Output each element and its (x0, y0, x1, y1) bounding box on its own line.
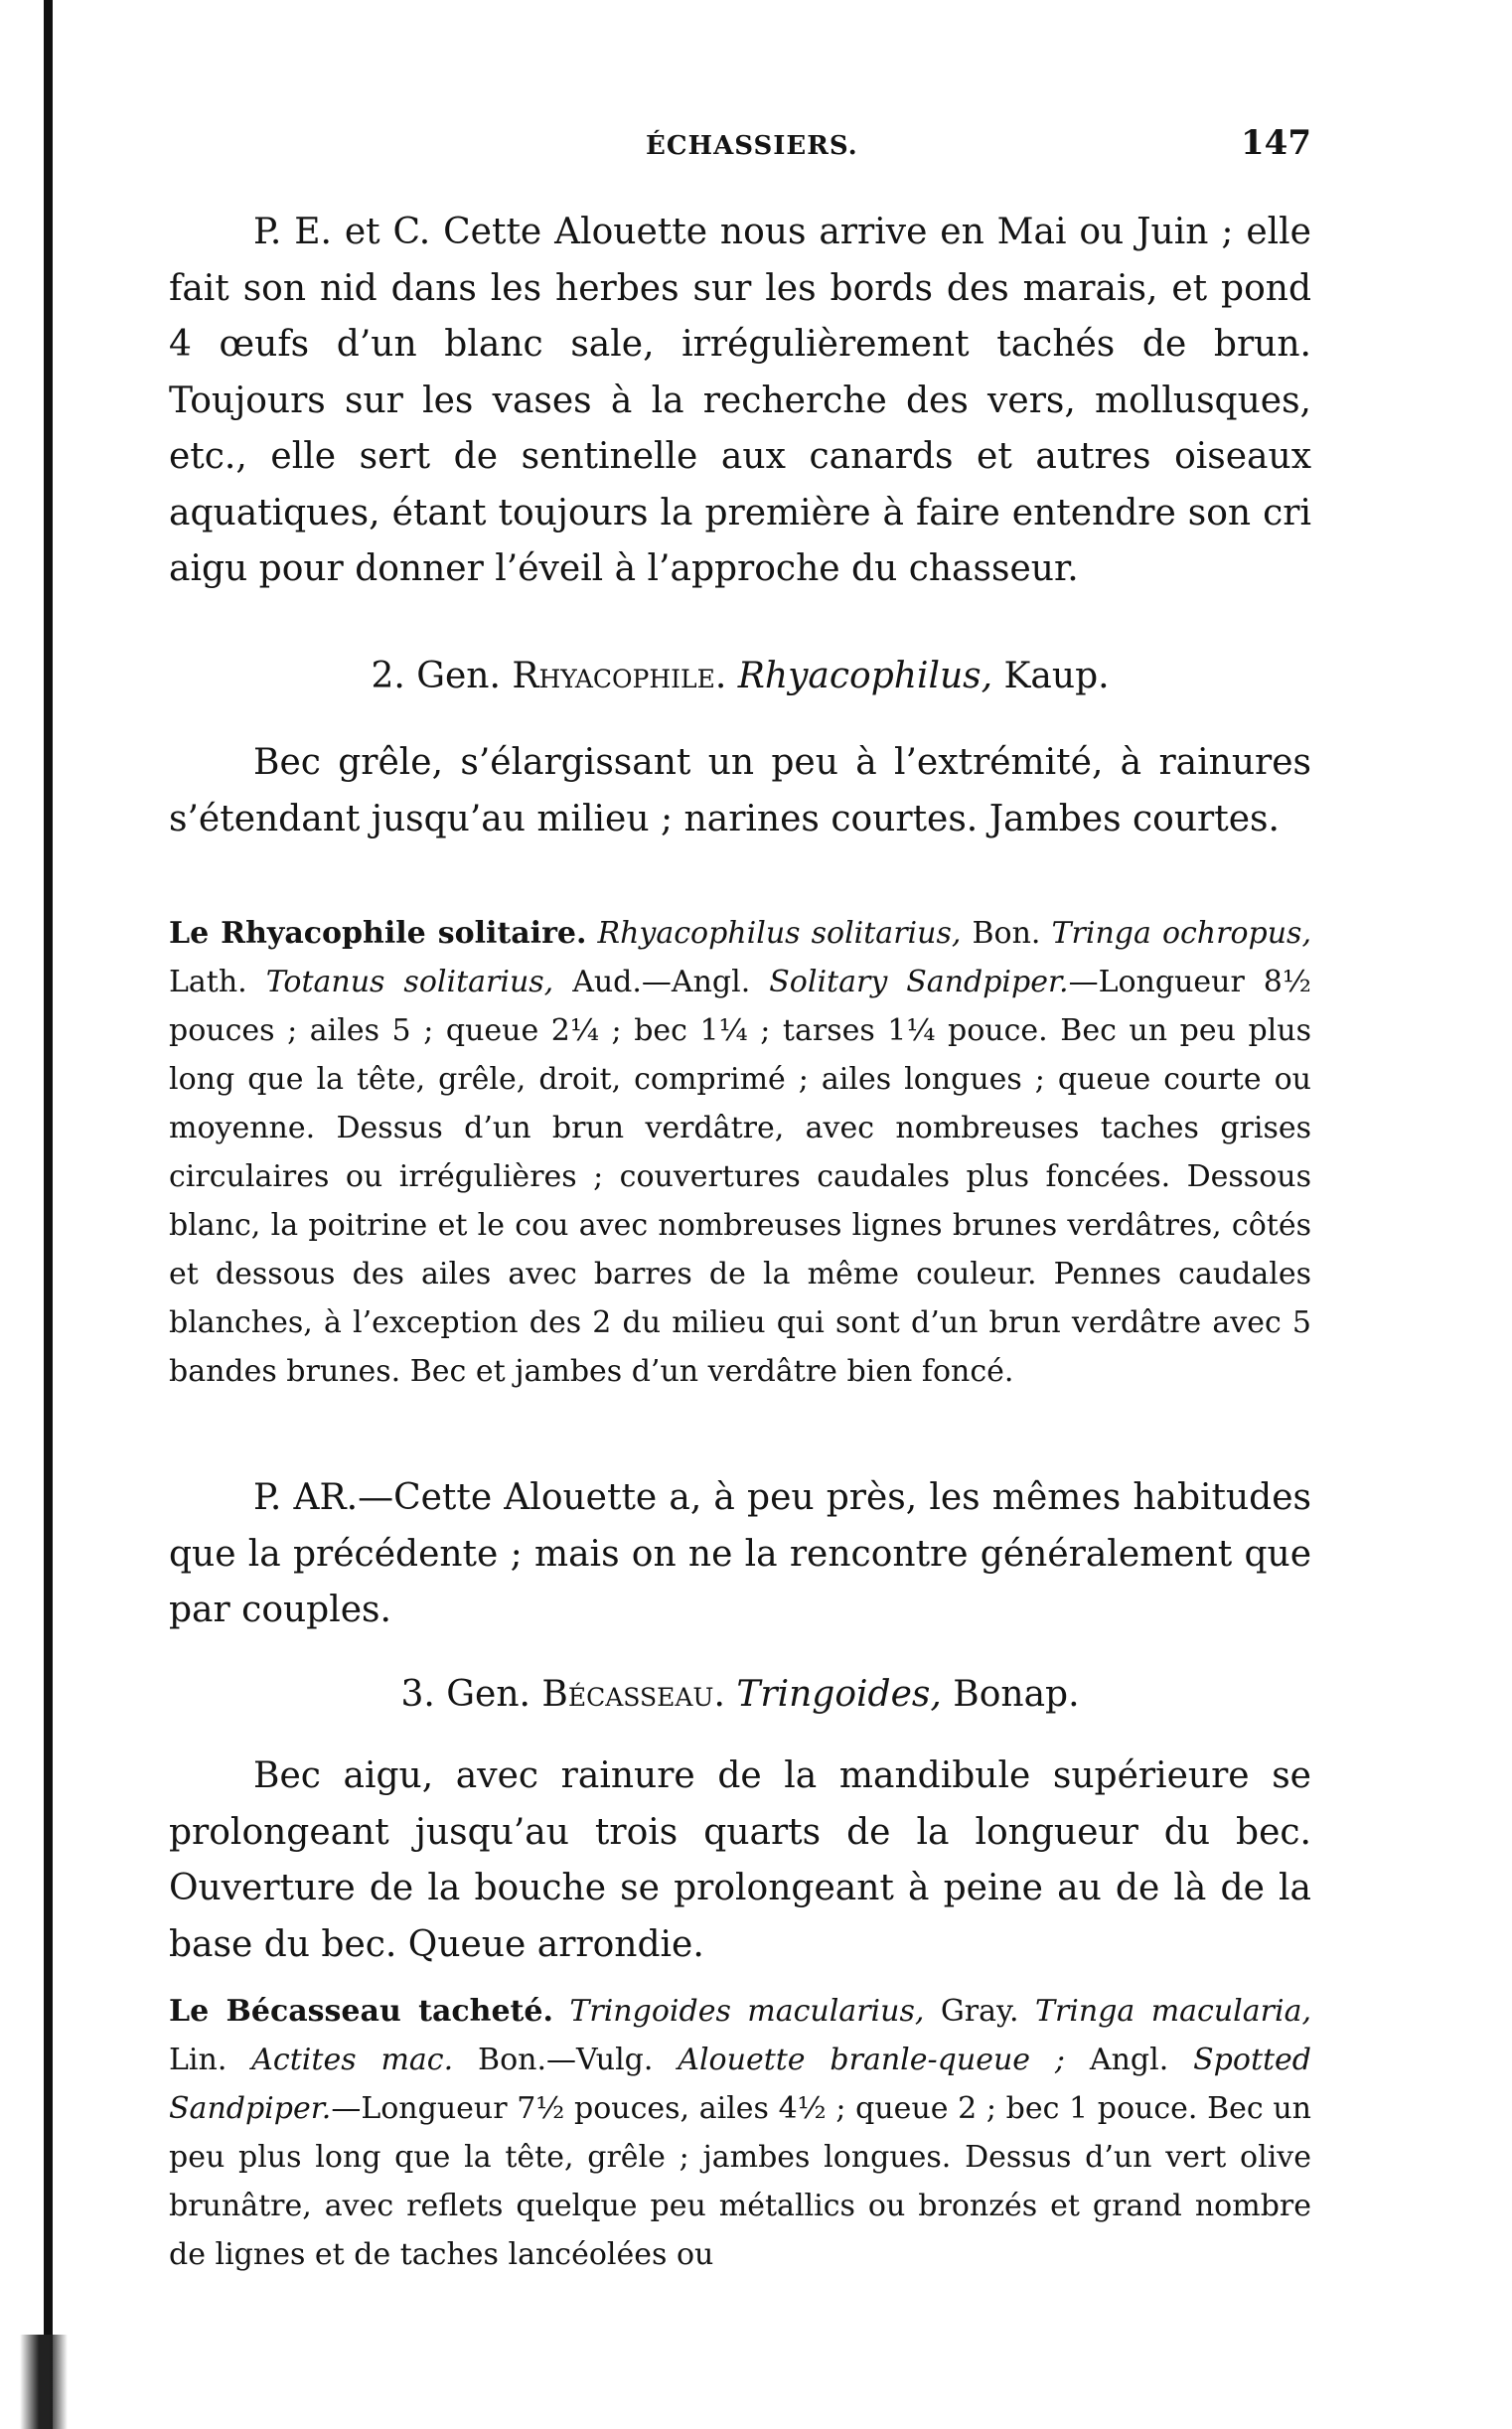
species-common-name: Alouette branle-queue ; (678, 2043, 1066, 2077)
habits-paragraph: P. E. et C. Cette Alouette nous arrive en Mai ou Juin ; elle fait son nid dans les herbes sur les bords des marais, et pond 4 œufs d’un blanc sale, irrégulièrement tachés de brun. Toujours sur les vases à la recherche des vers, mollusques, etc., elle sert de sentinelle aux canards et autres oiseaux aquatiques, étant toujours la première à faire entendre son cri aigu pour donner l’éveil à l’approche du chasseur. (169, 212, 1311, 589)
genus-number: 3. Gen. (400, 1674, 530, 1715)
page-header (169, 123, 1311, 171)
genus-name: Bécasseau. (541, 1674, 725, 1715)
habits-paragraph-ar: P. AR.—Cette Alouette a, à peu près, les mêmes habitudes que la précédente ; mais on ne la rencontre généralement que par couples. (169, 1477, 1311, 1630)
species-synonym: Totanus solitarius, (265, 965, 554, 999)
species-name: Le Bécasseau tacheté. (169, 1994, 553, 2029)
genus-heading-becasseau (169, 1674, 1311, 1715)
species-authority: Angl. (1089, 2043, 1169, 2077)
genus-latin: Tringoides, (736, 1674, 942, 1715)
species-authority: Gray. (940, 1994, 1019, 2029)
species-entry-becasseau-tachete (169, 1987, 1311, 2279)
genus-author: Bonap. (953, 1674, 1080, 1715)
page-number: 147 (1241, 123, 1311, 163)
species-authority: Bon.—Vulg. (478, 2043, 654, 2077)
species-name: Le Rhyacophile solitaire. (169, 916, 587, 951)
species-entry-rhyacophile-solitaire (169, 909, 1311, 1396)
species-synonym: Tringa macularia, (1034, 1994, 1311, 2029)
species-authority: Lin. (169, 2043, 227, 2077)
genus-name: Rhyacophile. (512, 656, 727, 696)
species-authority: Bon. (972, 916, 1041, 951)
genus-description-rhyacophile: Bec grêle, s’élargissant un peu à l’extrémité, à rainures s’étendant jusqu’au milieu ; narines courtes. Jambes courtes. (169, 742, 1311, 839)
binding-edge (44, 0, 53, 2429)
genus-heading-rhyacophile (169, 656, 1311, 696)
species-description: —Longueur 7½ pouces, ailes 4½ ; queue 2 ; bec 1 pouce. Bec un peu plus long que la tête, grêle ; jambes longues. Dessus d’un vert olive brunâtre, avec reflets quelque peu métallics ou bronzés et grand nombre de lignes et de taches lancéolées ou (169, 2091, 1311, 2272)
running-head: ÉCHASSIERS. (646, 131, 858, 161)
species-synonym: Actites mac. (251, 2043, 454, 2077)
species-authority: Lath. (169, 965, 247, 999)
species-synonym: Tringoides macularius, (569, 1994, 925, 2029)
species-english-name: Spotted Sandpiper. (169, 2043, 1312, 2126)
genus-author: Kaup. (1003, 656, 1110, 696)
genus-description-becasseau: Bec aigu, avec rainure de la mandibule supérieure se prolongeant jusqu’au trois quarts de la longueur du bec. Ouverture de la bouche se prolongeant à peine au de là de la base du bec. Queue arrondie. (169, 1755, 1311, 1965)
species-english-name: Solitary Sandpiper. (769, 965, 1069, 999)
genus-number: 2. Gen. (371, 656, 501, 696)
species-synonym: Rhyacophilus solitarius, (597, 916, 962, 951)
genus-latin: Rhyacophilus, (737, 656, 993, 696)
species-description: —Longueur 8½ pouces ; ailes 5 ; queue 2¼ ; bec 1¼ ; tarses 1¼ pouce. Bec un peu plus long que la tête, grêle, droit, comprimé ; ailes longues ; queue courte ou moyenne. Dessus d’un brun verdâtre, avec nombreuses taches grises circulaires ou irrégulières ; couvertures caudales plus foncées. Dessous blanc, la poitrine et le cou avec nombreuses lignes brunes verdâtres, côtés et dessous des ailes avec barres de la même couleur. Pennes caudales blanches, à l’exception des 2 du milieu qui sont d’un brun verdâtre avec 5 bandes brunes. Bec et jambes d’un verdâtre bien foncé. (169, 965, 1311, 1389)
binding-edge-foot (20, 2335, 68, 2429)
book-page (169, 0, 1311, 2429)
species-synonym: Tringa ochropus, (1051, 916, 1311, 951)
species-authority: Aud.—Angl. (572, 965, 751, 999)
